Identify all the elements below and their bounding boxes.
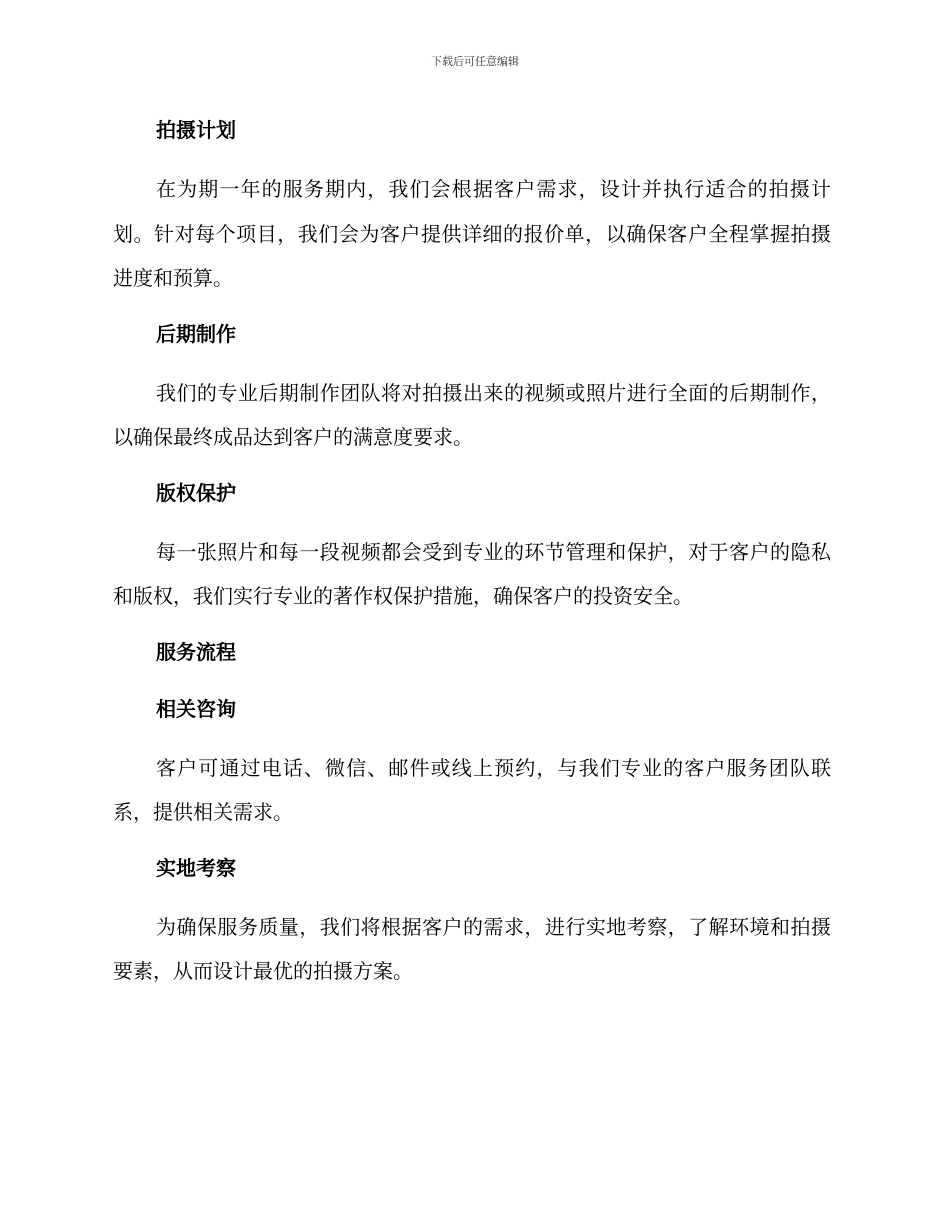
document-body: [113, 110, 831, 1007]
section-heading-shooting-plan: 拍摄计划: [156, 118, 236, 142]
paragraph-post-production: 我们的专业后期制作团队将对拍摄出来的视频或照片进行全面的后期制作，以确保最终成品达到客户的满意度要求。: [113, 380, 831, 449]
section-heading-consultation: 相关咨询: [156, 696, 236, 721]
page-header-note: 下载后可任意编辑: [431, 55, 519, 68]
paragraph-shooting-plan: 在为期一年的服务期内，我们会根据客户需求，设计并执行适合的拍摄计划。针对每个项目，我们会为客户提供详细的报价单，以确保客户全程掌握拍摄进度和预算。: [113, 177, 831, 290]
paragraph-consultation: 客户可通过电话、微信、邮件或线上预约，与我们专业的客户服务团队联系，提供相关需求。: [113, 755, 831, 824]
section-heading-site-survey: 实地考察: [156, 855, 236, 880]
section-heading-copyright: 版权保护: [156, 480, 236, 505]
section-heading-service-process: 服务流程: [156, 639, 236, 664]
section-heading-post-production: 后期制作: [156, 321, 236, 346]
paragraph-site-survey: 为确保服务质量，我们将根据客户的需求，进行实地考察，了解环境和拍摄要素，从而设计最优的拍摄方案。: [113, 914, 831, 983]
paragraph-copyright: 每一张照片和每一段视频都会受到专业的环节管理和保护，对于客户的隐私和版权，我们实行专业的著作权保护措施，确保客户的投资安全。: [113, 539, 831, 608]
